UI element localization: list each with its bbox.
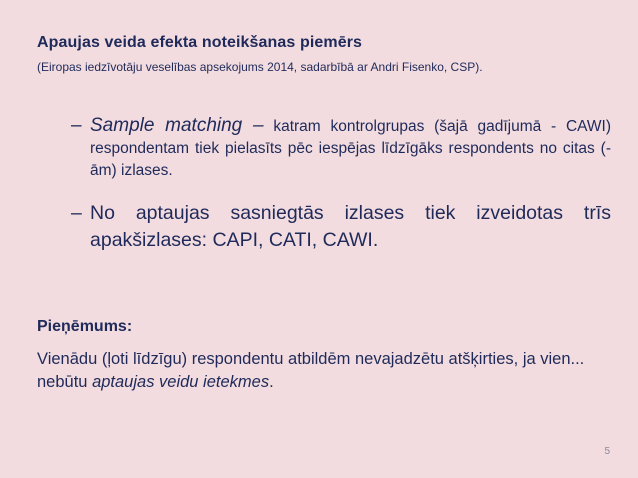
bullet-body: No aptaujas sasniegtās izlases tiek izveidotas trīs apakšizlases: CAPI, CATI, CAWI. <box>90 202 611 251</box>
assumption-heading: Pieņēmums: <box>37 318 133 335</box>
assumption-emphasis: aptaujas veidu ietekmes <box>92 373 270 391</box>
page-number: 5 <box>604 446 610 457</box>
bullet-subsamples <box>71 200 611 254</box>
slide-subtitle: (Eiropas iedzīvotāju veselības apsekojums 2014, sadarbībā ar Andri Fisenko, CSP). <box>37 60 483 74</box>
slide-title: Apaujas veida efekta noteikšanas piemērs <box>37 34 363 51</box>
bullet-lead: Sample matching – <box>90 115 264 136</box>
assumption-text-start: Vienādu (ļoti līdzīgu) respondentu atbildēm nevajadzētu atšķirties, ja vien... nebūtu <box>37 350 585 391</box>
assumption-text <box>37 348 611 394</box>
assumption-text-end: . <box>269 373 274 391</box>
bullet-sample-matching <box>71 115 611 182</box>
bullet-body: katram kontrolgrupas (šajā gadījumā - CAWI) respondentam tiek pielasīts pēc iespējas līdzīgāks respondents no citas (-ām) izlases. <box>90 118 611 179</box>
bullet-dash: – <box>71 202 82 224</box>
bullet-dash: – <box>71 115 82 136</box>
bullet-text <box>90 115 611 182</box>
